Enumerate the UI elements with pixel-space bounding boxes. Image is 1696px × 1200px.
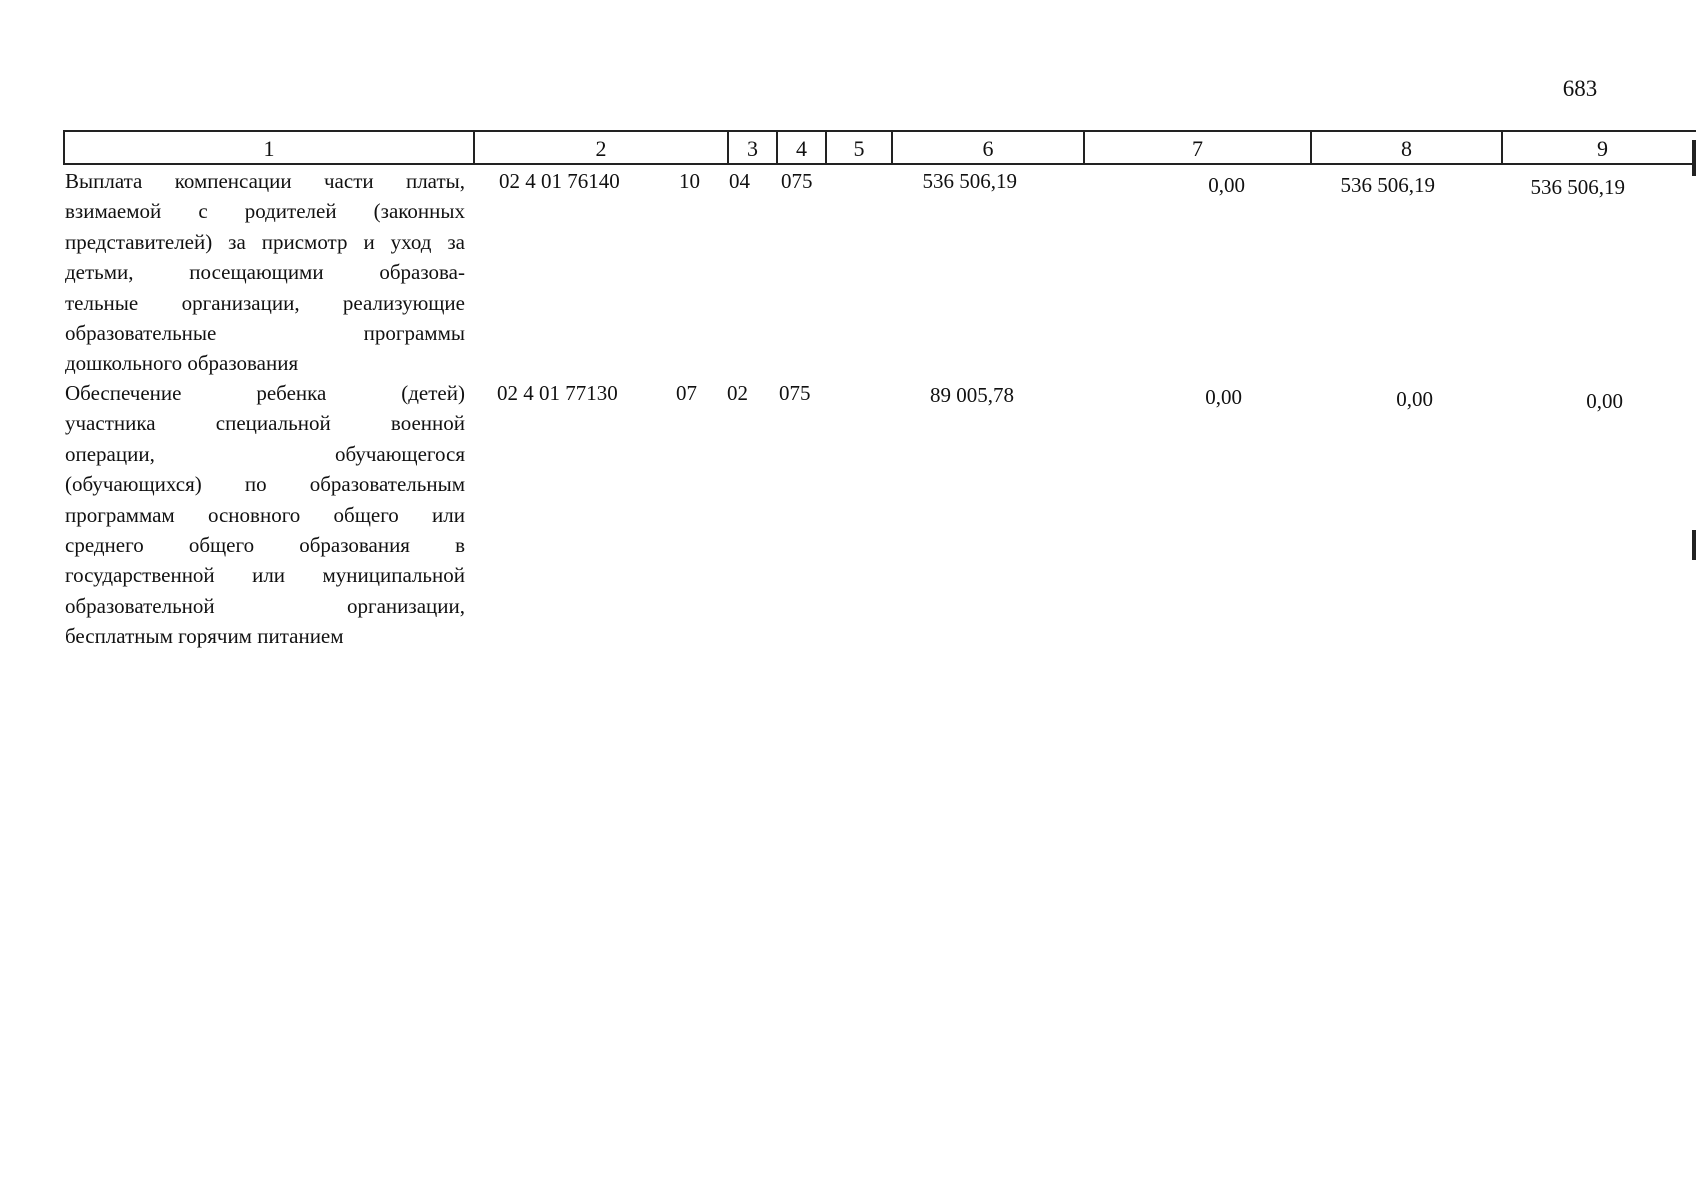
row-section: 10 <box>679 169 700 193</box>
description-line: программам основного общего или <box>65 502 465 527</box>
header-cell-5: 5 <box>825 130 893 165</box>
description-line: операции, обучающегося <box>65 441 465 466</box>
row-description <box>65 166 465 379</box>
header-cell-2: 2 <box>473 130 729 165</box>
header-cell-8: 8 <box>1310 130 1503 165</box>
header-cell-7: 7 <box>1083 130 1312 165</box>
row-expense-type: 075 <box>779 381 811 405</box>
description-line: среднего общего образования в <box>65 533 465 558</box>
description-line: бесплатным горячим питанием <box>65 624 344 649</box>
description-line: представителей) за присмотр и уход за <box>65 229 465 254</box>
row-amount-6: 89 005,78 <box>930 383 1014 407</box>
description-line: государственной или муниципальной <box>65 563 465 588</box>
page-number: 683 <box>1562 76 1598 101</box>
row-amount-8: 0,00 <box>1396 387 1433 411</box>
row-amount-8: 536 506,19 <box>1340 173 1435 197</box>
description-line: участника специальной военной <box>65 411 465 436</box>
header-cell-4: 4 <box>776 130 827 165</box>
description-line: Обеспечение ребенка (детей) <box>65 381 465 405</box>
description-line: тельные организации, реализующие <box>65 290 465 315</box>
description-line: Выплата компенсации части платы, <box>65 169 465 193</box>
description-line: образовательные программы <box>65 321 465 346</box>
description-line: взимаемой с родителей (законных <box>65 199 465 224</box>
header-cell-3: 3 <box>727 130 778 165</box>
row-code: 02 4 01 76140 <box>499 169 620 193</box>
row-amount-9: 536 506,19 <box>1530 175 1625 199</box>
row-expense-type: 075 <box>781 169 813 193</box>
description-line: (обучающихся) по образовательным <box>65 472 465 497</box>
row-amount-7: 0,00 <box>1208 173 1245 197</box>
description-line: образовательной организации, <box>65 593 465 618</box>
row-amount-6: 536 506,19 <box>922 169 1017 193</box>
description-line: детьми, посещающими образова- <box>65 260 465 285</box>
row-amount-7: 0,00 <box>1205 385 1242 409</box>
header-cell-1: 1 <box>63 130 475 165</box>
header-cell-6: 6 <box>891 130 1085 165</box>
scan-edge-mark <box>1692 530 1696 560</box>
row-description <box>65 378 465 652</box>
description-line: дошкольного образования <box>65 351 299 376</box>
header-cell-9: 9 <box>1501 130 1696 165</box>
row-subsection: 04 <box>729 169 750 193</box>
row-amount-9: 0,00 <box>1586 389 1623 413</box>
row-section: 07 <box>676 381 697 405</box>
row-code: 02 4 01 77130 <box>497 381 618 405</box>
scan-edge-mark <box>1692 140 1696 176</box>
table-header-row <box>63 130 1641 167</box>
row-subsection: 02 <box>727 381 748 405</box>
